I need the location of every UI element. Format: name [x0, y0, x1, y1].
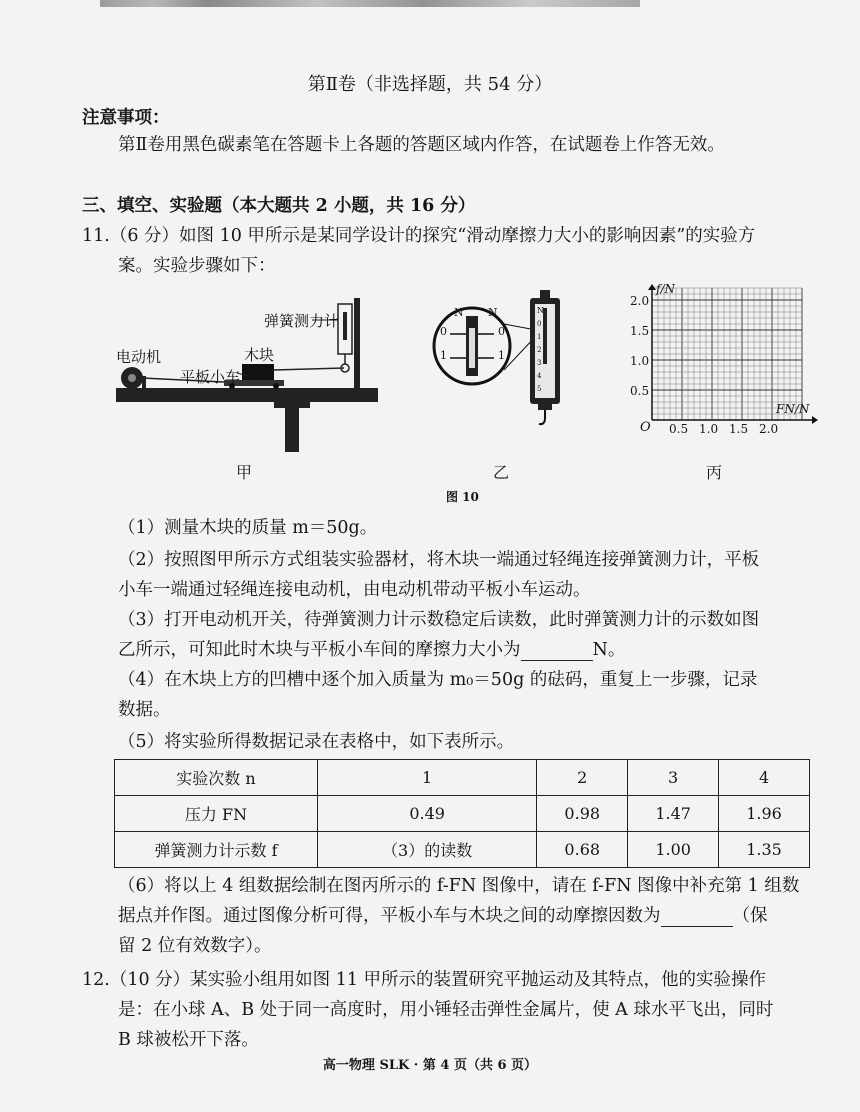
- bing-y-tick-1: 1.5: [630, 324, 650, 338]
- step4-line1: （4）在木块上方的凹槽中逐个加入质量为 m₀＝50g 的砝码，重复上一步骤，记录: [118, 670, 758, 690]
- bing-y-tick-0: 2.0: [630, 294, 650, 308]
- zoom-0-left: 0: [440, 325, 447, 338]
- scale-unit: N: [537, 306, 544, 315]
- figure-bing-grid: [628, 284, 818, 444]
- q12-line3: B 球被松开下落。: [118, 1030, 259, 1050]
- table-cell: 弹簧测力计示数 f: [115, 832, 318, 868]
- scale-tick-label: 3: [537, 359, 542, 367]
- wooden-block: [242, 364, 274, 380]
- scale-tick-label: 1: [537, 333, 542, 341]
- cropped-previous-text: [100, 0, 640, 7]
- page-footer: 高一物理 SLK · 第 4 页（共 6 页）: [322, 1058, 538, 1073]
- table-leg: [285, 402, 299, 452]
- table-cell: 1.35: [719, 832, 810, 868]
- scale-tick-label: 4: [537, 372, 542, 380]
- scale-tick-label: 5: [537, 385, 542, 393]
- table-top: [116, 388, 378, 402]
- step6-line1: （6）将以上 4 组数据绘制在图丙所示的 f-FN 图像中，请在 f-FN 图像中补充第 1 组数: [118, 876, 800, 896]
- step2-line2: 小车一端通过轻绳连接电动机，由电动机带动平板小车运动。: [118, 580, 591, 600]
- step5: （5）将实验所得数据记录在表格中，如下表所示。: [118, 732, 515, 752]
- table-cell: 0.49: [318, 796, 537, 832]
- label-motor: 电动机: [116, 348, 162, 366]
- step6-line2: 据点并作图。通过图像分析可得，平板小车与木块之间的动摩擦因数为 （保: [118, 906, 768, 926]
- scale-tick-label: 0: [537, 320, 542, 328]
- zoom-1-right: 1: [498, 349, 505, 362]
- notice-text: 第Ⅱ卷用黑色碳素笔在答题卡上各题的答题区域内作答，在试题卷上作答无效。: [118, 135, 725, 155]
- figure-caption: 图 10: [446, 490, 479, 504]
- section-title: 第Ⅱ卷（非选择题，共 54 分）: [307, 74, 553, 95]
- table-cell: 1.47: [628, 796, 719, 832]
- table-row: [115, 796, 810, 832]
- zoom-n-right: N: [488, 306, 498, 319]
- scale-ticks: [537, 318, 547, 396]
- hook-icon: [539, 410, 545, 424]
- bing-origin: O: [640, 420, 651, 435]
- q12-line1: 12.（10 分）某实验小组用如图 11 甲所示的装置研究平抛运动及其特点，他的实验操作: [82, 970, 767, 990]
- bing-x-tick-2: 1.5: [729, 422, 749, 436]
- zoom-1-left: 1: [440, 349, 447, 362]
- label-cart: 平板小车: [180, 368, 241, 386]
- caption-jia: 甲: [236, 463, 253, 482]
- table-cell: 4: [719, 760, 810, 796]
- bing-y-label: f/N: [656, 282, 675, 296]
- table-cell: 1: [318, 760, 537, 796]
- bing-x-tick-3: 2.0: [759, 422, 779, 436]
- table-cell: 1.96: [719, 796, 810, 832]
- step6-line3: 留 2 位有效数字）。: [118, 936, 272, 956]
- zoom-0-right: 0: [498, 325, 505, 338]
- step4-line2: 数据。: [118, 700, 171, 720]
- table-cell: 3: [628, 760, 719, 796]
- data-table: [114, 759, 810, 868]
- step3-line2: 乙所示，可知此时木块与平板小车间的摩擦力大小为 N。: [118, 640, 626, 660]
- label-spring-scale: 弹簧测力计: [264, 312, 340, 330]
- figure-jia: [112, 290, 382, 460]
- rope-scale: [274, 368, 344, 370]
- table-row: [115, 760, 810, 796]
- caption-bing: 丙: [706, 463, 723, 482]
- bing-y-tick-2: 1.0: [630, 354, 650, 368]
- scale-tick-label: 2: [537, 346, 542, 354]
- table-cell: 1.00: [628, 832, 719, 868]
- bing-x-label: FN/N: [776, 402, 810, 416]
- bing-x-tick-0: 0.5: [669, 422, 689, 436]
- table-cell: （3）的读数: [318, 832, 537, 868]
- bing-x-tick-1: 1.0: [699, 422, 719, 436]
- table-cell: 0.68: [537, 832, 628, 868]
- table-cell: 2: [537, 760, 628, 796]
- q11-intro-line1: 11.（6 分）如图 10 甲所示是某同学设计的探究“滑动摩擦力大小的影响因素”的实验方: [82, 226, 756, 246]
- step3-line1: （3）打开电动机开关，待弹簧测力计示数稳定后读数，此时弹簧测力计的示数如图: [118, 610, 760, 630]
- table-cell: 实验次数 n: [115, 760, 318, 796]
- table-cell: 0.98: [537, 796, 628, 832]
- table-cell: 压力 FN: [115, 796, 318, 832]
- answer-blank-coefficient[interactable]: [661, 909, 733, 928]
- q11-intro-line2: 案。实验步骤如下：: [118, 256, 276, 276]
- zoom-n-left: N: [454, 306, 464, 319]
- label-block: 木块: [244, 346, 275, 364]
- bing-y-tick-3: 0.5: [630, 384, 650, 398]
- answer-blank-friction[interactable]: [521, 643, 593, 662]
- step2-line1: （2）按照图甲所示方式组装实验器材，将木块一端通过轻绳连接弹簧测力计，平板: [118, 550, 760, 570]
- q12-line2: 是：在小球 A、B 处于同一高度时，用小锤轻击弹性金属片，使 A 球水平飞出，同时: [118, 1000, 774, 1020]
- step1: （1）测量木块的质量 m＝50g。: [118, 518, 378, 538]
- part-heading: 三、填空、实验题（本大题共 2 小题，共 16 分）: [82, 196, 476, 216]
- caption-yi: 乙: [493, 463, 510, 482]
- notice-label: 注意事项：: [82, 108, 170, 128]
- table-row: [115, 832, 810, 868]
